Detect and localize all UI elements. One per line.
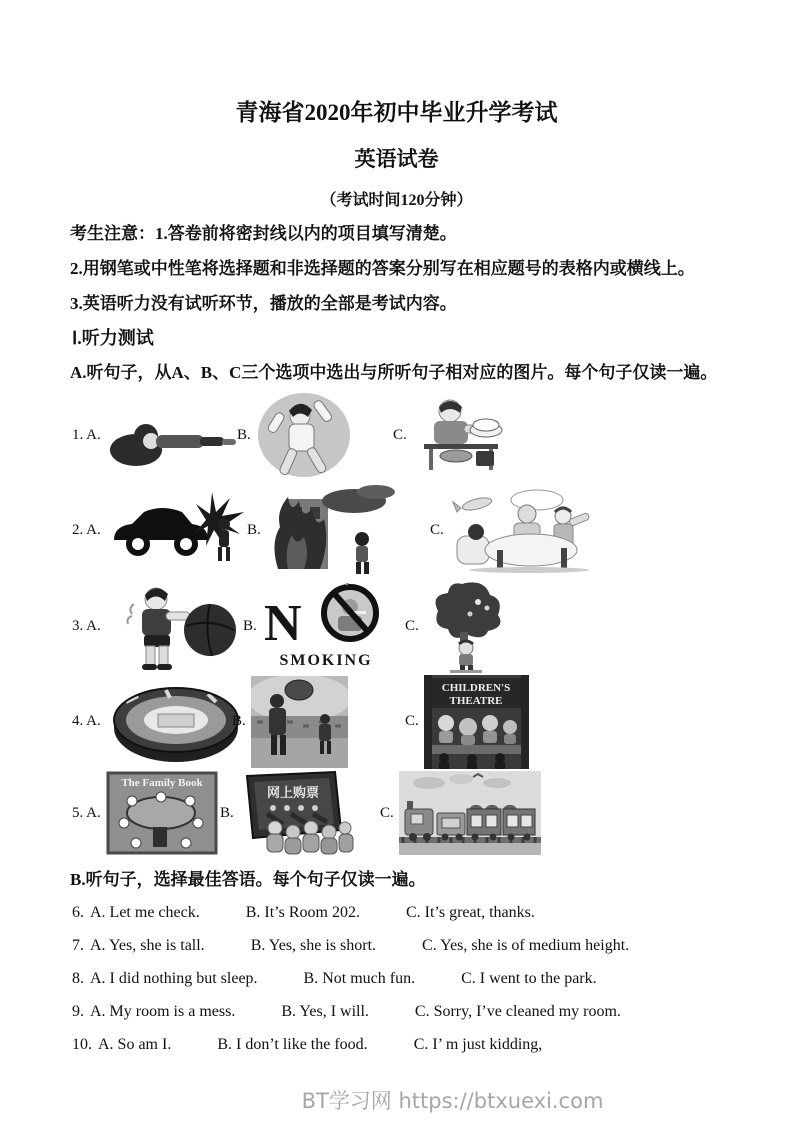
q3-option-a [72,579,251,674]
q5-option-b-label: B. [220,804,234,821]
boy-playing-basketball-image [106,582,251,672]
q1-option-a-label: 1. A. [72,426,101,443]
question-9-option-c: C. Sorry, I’ve cleaned my room. [414,1003,621,1020]
question-8-option-c: C. I went to the park. [461,970,597,987]
exam-duration: （考试时间120分钟） [320,192,473,209]
q2-option-b-label: B. [247,521,261,538]
q4-option-b [232,674,348,769]
q1-option-c-label: C. [393,426,407,443]
q5-option-c-label: C. [380,804,394,821]
theatre-sign-line2: THEATRE [449,694,503,707]
page-subtitle: 英语试卷 [354,147,439,171]
question-6-number: 6. [72,904,84,921]
question-6 [72,903,793,923]
question-8-option-b: B. Not much fun. [303,970,416,987]
q1-option-b-label: B. [237,426,251,443]
family-dinner-scene-image [449,486,604,574]
q5-option-a [72,769,218,857]
question-10 [72,1035,793,1055]
q2-option-c [430,481,604,579]
q5-option-a-label: 5. A. [72,804,101,821]
question-3-row [0,579,793,674]
childrens-theatre-image [424,675,529,769]
question-6-option-a: A. Let me check. [90,904,200,921]
q3-option-c-label: C. [405,618,419,634]
q2-option-b [247,481,396,579]
question-7-option-c: C. Yes, she is of medium height. [422,937,630,954]
question-9 [72,1002,793,1022]
question-8-option-a: A. I did nothing but sleep. [90,970,258,987]
q4-option-a [72,674,246,769]
q4-option-c-label: C. [405,713,419,729]
question-7 [72,936,793,956]
family-book-cover-image [106,771,218,855]
no-smoking-sign-image [262,583,390,671]
no-sign-n-text: N [263,594,302,652]
question-8-number: 8. [72,970,84,987]
question-10-option-b: B. I don’t like the food. [217,1036,368,1053]
girl-sleeping-image [106,400,241,470]
boy-washing-dishes-image [412,396,510,474]
part-a-instruction: A.听句子，从A、B、C三个选项中选出与所听句子相对应的图片。每个句子仅读一遍。 [70,363,718,382]
q5-option-c [380,769,541,857]
question-9-option-a: A. My room is a mess. [90,1003,236,1020]
notice-1: 考生注意：1.答卷前将密封线以内的项目填写清楚。 [70,224,457,243]
q4-option-c [405,674,529,769]
q5-option-b [220,769,357,857]
question-2-row [0,481,793,579]
question-10-option-c: C. I’ m just kidding, [413,1036,543,1053]
online-ticket-screen-text: 网上购票 [266,785,319,800]
question-4-row [0,674,793,769]
question-10-number: 10. [72,1036,92,1053]
q1-option-c [393,389,510,481]
notice-3: 3.英语听力没有试听环节，播放的全部是考试内容。 [70,294,457,313]
building-on-fire-image [266,483,396,577]
question-7-option-a: A. Yes, she is tall. [90,937,205,954]
no-sign-smoking-text: SMOKING [279,651,373,669]
q3-option-b [243,579,390,674]
q1-option-a [72,389,241,481]
q2-option-a [72,481,251,579]
watermark: BT学习网 https://btxuexi.com [301,1089,604,1113]
car-accident-image [106,488,251,572]
q4-option-a-label: 4. A. [72,713,101,729]
cartoon-train-image [399,771,541,855]
q3-option-b-label: B. [243,618,257,634]
notice-2: 2.用钢笔或中性笔将选择题和非选择题的答案分别写在相应题号的表格内或横线上。 [70,259,695,278]
family-book-title-text: The Family Book [121,777,203,789]
question-9-option-b: B. Yes, I will. [281,1003,369,1020]
part-b-instruction: B.听句子，选择最佳答语。每个句子仅读一遍。 [70,870,426,889]
section-1-heading: Ⅰ.听力测试 [72,328,154,348]
question-1-row [0,389,793,481]
q4-option-b-label: B. [232,713,246,729]
q2-option-c-label: C. [430,521,444,538]
stadium-aerial-view-image [106,678,246,766]
basketball-arena-image [251,676,348,768]
question-8 [72,969,793,989]
q2-option-a-label: 2. A. [72,521,101,538]
question-7-number: 7. [72,937,84,954]
question-6-option-b: B. It’s Room 202. [245,904,360,921]
q3-option-a-label: 3. A. [72,618,101,634]
boy-under-tree-image [424,580,506,673]
online-ticket-crowd-image [239,770,357,856]
question-5-row [0,769,793,857]
q3-option-c [405,579,506,674]
question-7-option-b: B. Yes, she is short. [250,937,377,954]
page-title: 青海省2020年初中毕业升学考试 [235,100,558,125]
theatre-sign-line1: CHILDREN'S [441,681,510,694]
question-10-option-a: A. So am I. [98,1036,172,1053]
question-6-option-c: C. It’s great, thanks. [405,904,535,921]
question-9-number: 9. [72,1003,84,1020]
boy-dancing-image [256,390,352,480]
q1-option-b [237,389,352,481]
